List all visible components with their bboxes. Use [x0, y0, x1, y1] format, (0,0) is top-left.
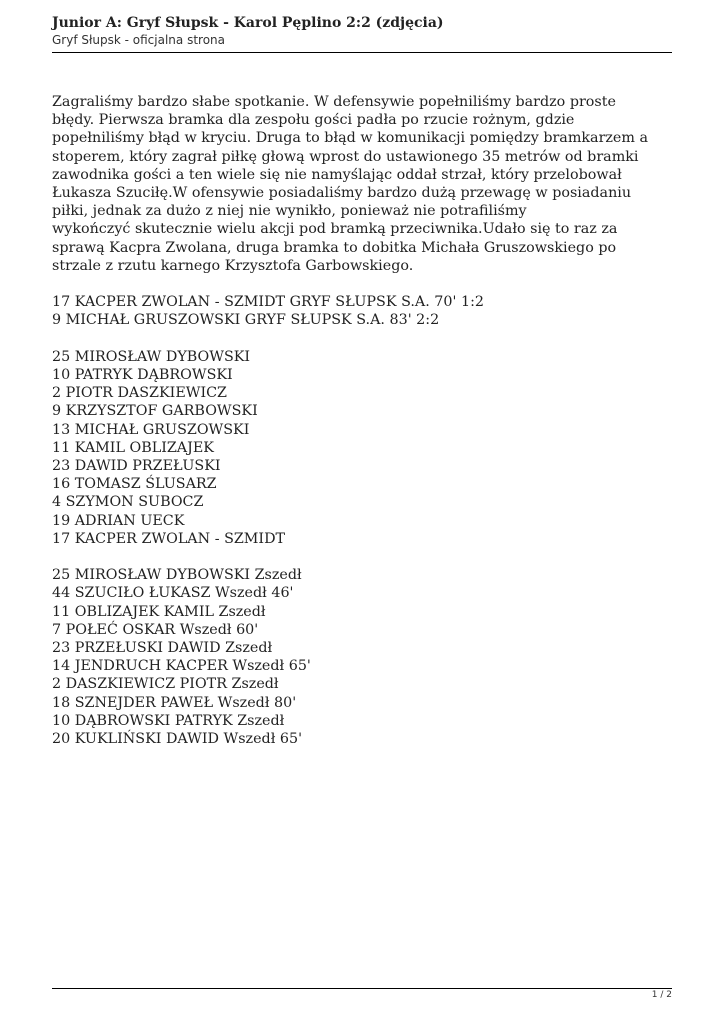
substitution-entry: 25 MIROSŁAW DYBOWSKI Zszedł [52, 567, 302, 584]
lineup-player: 19 ADRIAN UECK [52, 512, 185, 529]
lineup-player: 16 TOMASZ ŚLUSARZ [52, 476, 217, 493]
goals-list [52, 293, 672, 329]
match-report-paragraph [52, 93, 672, 275]
paragraph-line: Łukasza Szuciłę.W ofensywie posiadaliśmy bardzo dużą przewagę w posiadaniu [52, 185, 632, 202]
footer-divider [52, 988, 672, 989]
lineup-player: 10 PATRYK DĄBROWSKI [52, 367, 233, 384]
page-number: 1 / 2 [651, 990, 672, 1000]
lineup-player: 9 KRZYSZTOF GARBOWSKI [52, 403, 258, 420]
lineup-player: 25 MIROSŁAW DYBOWSKI [52, 348, 251, 365]
substitution-entry: 23 PRZEŁUSKI DAWID Zszedł [52, 640, 273, 657]
substitution-entry: 44 SZUCIŁO ŁUKASZ Wszedł 46' [52, 585, 294, 602]
paragraph-line: popełniliśmy błąd w kryciu. Druga to błąd w komunikacji pomiędzy bramkarzem a [52, 130, 649, 147]
paragraph-line: wykończyć skutecznie wielu akcji pod bramką przeciwnika.Udało się to raz za [52, 221, 618, 238]
substitution-entry: 10 DĄBROWSKI PATRYK Zszedł [52, 712, 285, 729]
article-body [52, 93, 672, 748]
substitutions-list [52, 566, 672, 748]
paragraph-line: błędy. Pierwsza bramka dla zespołu gości padła po rzucie rożnym, gdzie [52, 112, 575, 129]
header-divider [52, 52, 672, 53]
lineup-player: 13 MICHAŁ GRUSZOWSKI [52, 421, 250, 438]
substitution-entry: 20 KUKLIŃSKI DAWID Wszedł 65' [52, 731, 302, 748]
lineup-player: 11 KAMIL OBLIZAJEK [52, 439, 214, 456]
lineup-list [52, 348, 672, 548]
paragraph-line: Zagraliśmy bardzo słabe spotkanie. W defensywie popełniliśmy bardzo proste [52, 94, 616, 110]
page-header [52, 15, 672, 49]
lineup-player: 17 KACPER ZWOLAN - SZMIDT [52, 530, 286, 547]
lineup-player: 23 DAWID PRZEŁUSKI [52, 458, 221, 475]
document-subtitle: Gryf Słupsk - oficjalna strona [52, 33, 226, 47]
substitution-entry: 14 JENDRUCH KACPER Wszedł 65' [52, 658, 311, 675]
substitution-entry: 2 DASZKIEWICZ PIOTR Zszedł [52, 676, 279, 693]
goal-entry: 17 KACPER ZWOLAN - SZMIDT GRYF SŁUPSK S.A. 70' 1:2 [52, 294, 484, 311]
paragraph-line: strzale z rzutu karnego Krzysztofa Garbowskiego. [52, 257, 414, 274]
substitution-entry: 11 OBLIZAJEK KAMIL Zszedł [52, 603, 266, 620]
lineup-player: 4 SZYMON SUBOCZ [52, 494, 204, 511]
substitution-entry: 18 SZNEJDER PAWEŁ Wszedł 80' [52, 694, 297, 711]
document-title: Junior A: Gryf Słupsk - Karol Pęplino 2:2 (zdjęcia) [52, 15, 444, 31]
paragraph-line: piłki, jednak za dużo z niej nie wynikło, ponieważ nie potrafiliśmy [52, 203, 527, 220]
substitution-entry: 7 POŁEĆ OSKAR Wszedł 60' [52, 621, 259, 638]
lineup-player: 2 PIOTR DASZKIEWICZ [52, 385, 227, 402]
paragraph-line: zawodnika gości a ten wiele się nie namyślając oddał strzał, który przelobował [52, 166, 622, 183]
paragraph-line: stoperem, który zagrał piłkę głową wprost do ustawionego 35 metrów od bramki [52, 148, 639, 165]
paragraph-line: sprawą Kacpra Zwolana, druga bramka to dobitka Michała Gruszowskiego po [52, 239, 617, 256]
goal-entry: 9 MICHAŁ GRUSZOWSKI GRYF SŁUPSK S.A. 83' 2:2 [52, 312, 440, 329]
